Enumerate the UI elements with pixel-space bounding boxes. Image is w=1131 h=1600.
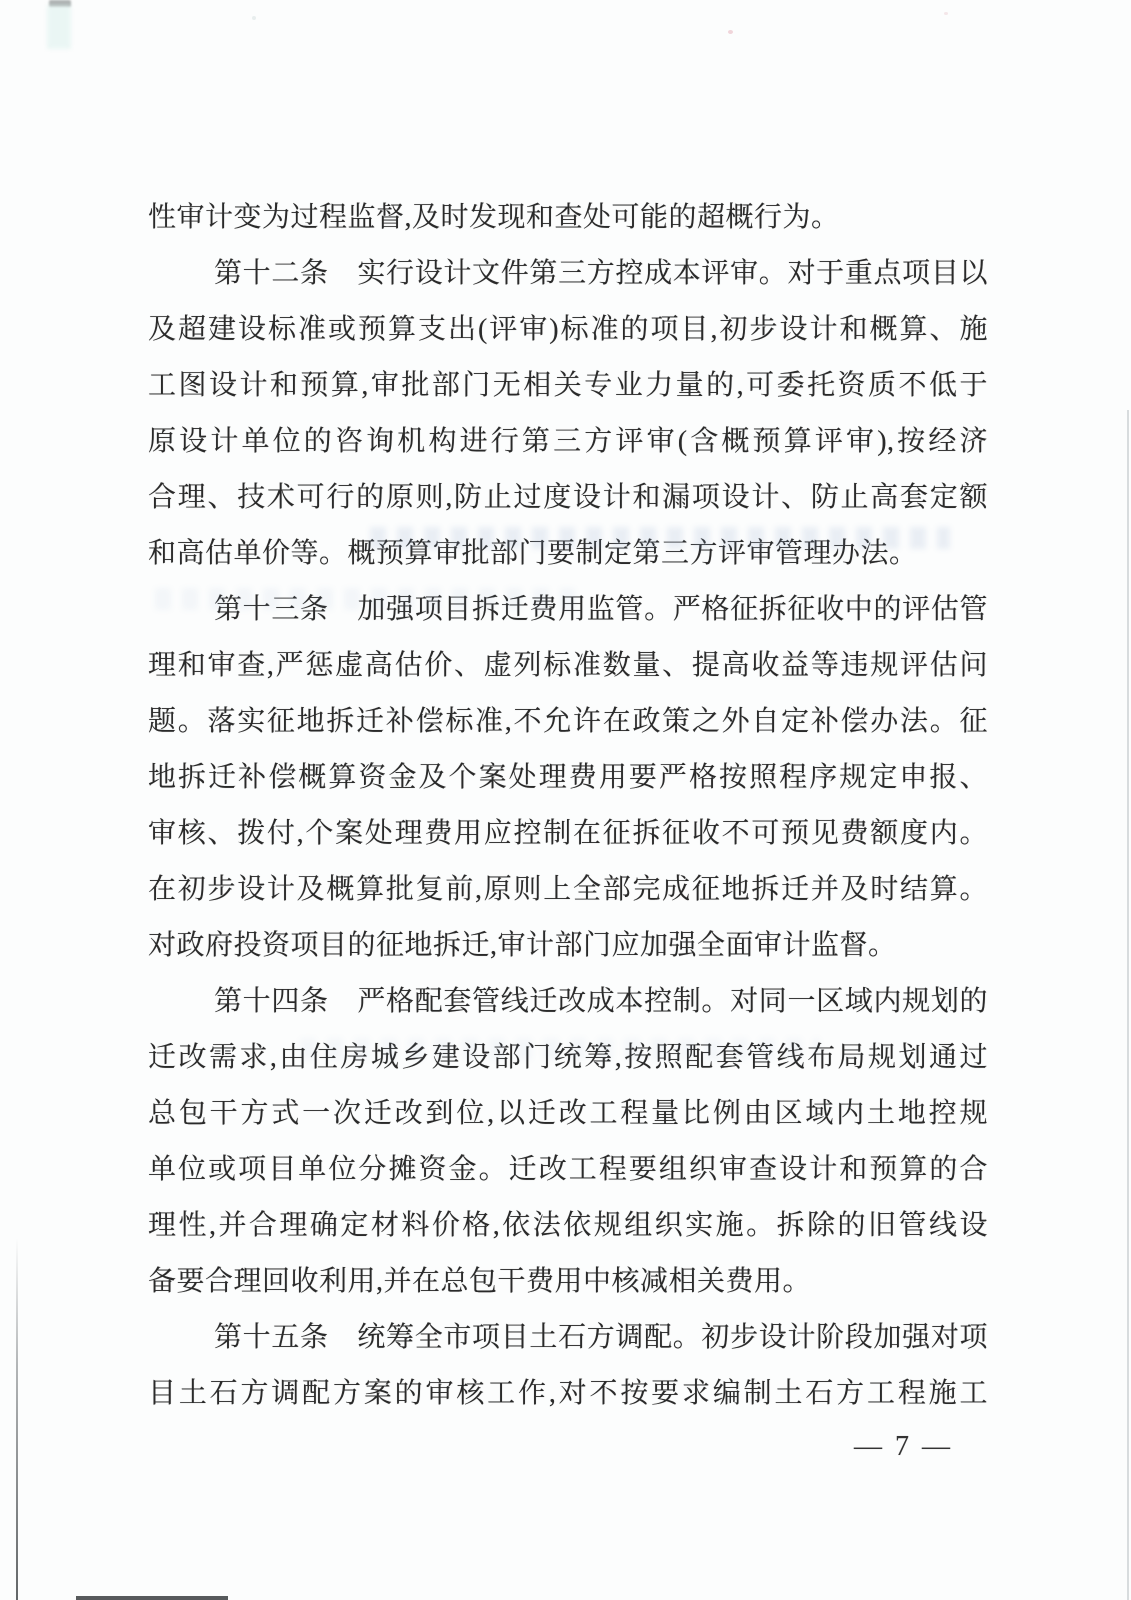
text-line: 和高估单价等。概预算审批部门要制定第三方评审管理办法。 [148, 538, 918, 569]
text-line: 合理、技术可行的原则,防止过度设计和漏项设计、防止高套定额 [148, 482, 988, 513]
scan-speck [252, 16, 256, 20]
text-line: 原设计单位的咨询机构进行第三方评审(含概预算评审),按经济 [148, 426, 988, 457]
scan-speck [728, 30, 733, 34]
text-line: 总包干方式一次迁改到位,以迁改工程量比例由区域内土地控规 [148, 1098, 988, 1129]
text-line: 理性,并合理确定材料价格,依法依规组织实施。拆除的旧管线设 [148, 1210, 988, 1241]
text-line: 迁改需求,由住房城乡建设部门统筹,按照配套管线布局规划通过 [148, 1042, 988, 1073]
scan-edge-line-left [16, 1238, 18, 1600]
text-line: 在初步设计及概算批复前,原则上全部完成征地拆迁并及时结算。 [148, 874, 988, 905]
scan-smudge [49, 0, 71, 7]
text-line: 单位或项目单位分摊资金。迁改工程要组织审查设计和预算的合 [148, 1154, 988, 1185]
text-line: 第十三条 加强项目拆迁费用监管。严格征拆征收中的评估管 [214, 594, 988, 625]
text-line: 备要合理回收利用,并在总包干费用中核减相关费用。 [148, 1266, 812, 1297]
text-line: 及超建设标准或预算支出(评审)标准的项目,初步设计和概算、施 [148, 314, 988, 345]
scan-edge-line-right [1127, 410, 1129, 1600]
text-line: 目土石方调配方案的审核工作,对不按要求编制土石方工程施工 [148, 1378, 988, 1409]
text-line: 第十四条 严格配套管线迁改成本控制。对同一区域内规划的 [214, 986, 988, 1017]
scan-color-patch [47, 5, 71, 49]
text-line: 工图设计和预算,审批部门无相关专业力量的,可委托资质不低于 [148, 370, 988, 401]
text-line: 审核、拨付,个案处理费用应控制在征拆征收不可预见费额度内。 [148, 818, 988, 849]
text-line: 理和审查,严惩虚高估价、虚列标准数量、提高收益等违规评估问 [148, 650, 988, 681]
scan-edge-line-bottom [76, 1596, 228, 1600]
text-line: 地拆迁补偿概算资金及个案处理费用要严格按照程序规定申报、 [148, 762, 988, 793]
text-line: 题。落实征地拆迁补偿标准,不允许在政策之外自定补偿办法。征 [148, 706, 988, 737]
page-number: — 7 — [854, 1431, 953, 1462]
text-line: 第十二条 实行设计文件第三方控成本评审。对于重点项目以 [214, 258, 988, 289]
text-line: 第十五条 统筹全市项目土石方调配。初步设计阶段加强对项 [214, 1322, 988, 1353]
scan-speck [944, 12, 948, 15]
text-line: 对政府投资项目的征地拆迁,审计部门应加强全面审计监督。 [148, 930, 897, 961]
text-line: 性审计变为过程监督,及时发现和查处可能的超概行为。 [148, 202, 840, 233]
document-body [148, 190, 988, 1422]
